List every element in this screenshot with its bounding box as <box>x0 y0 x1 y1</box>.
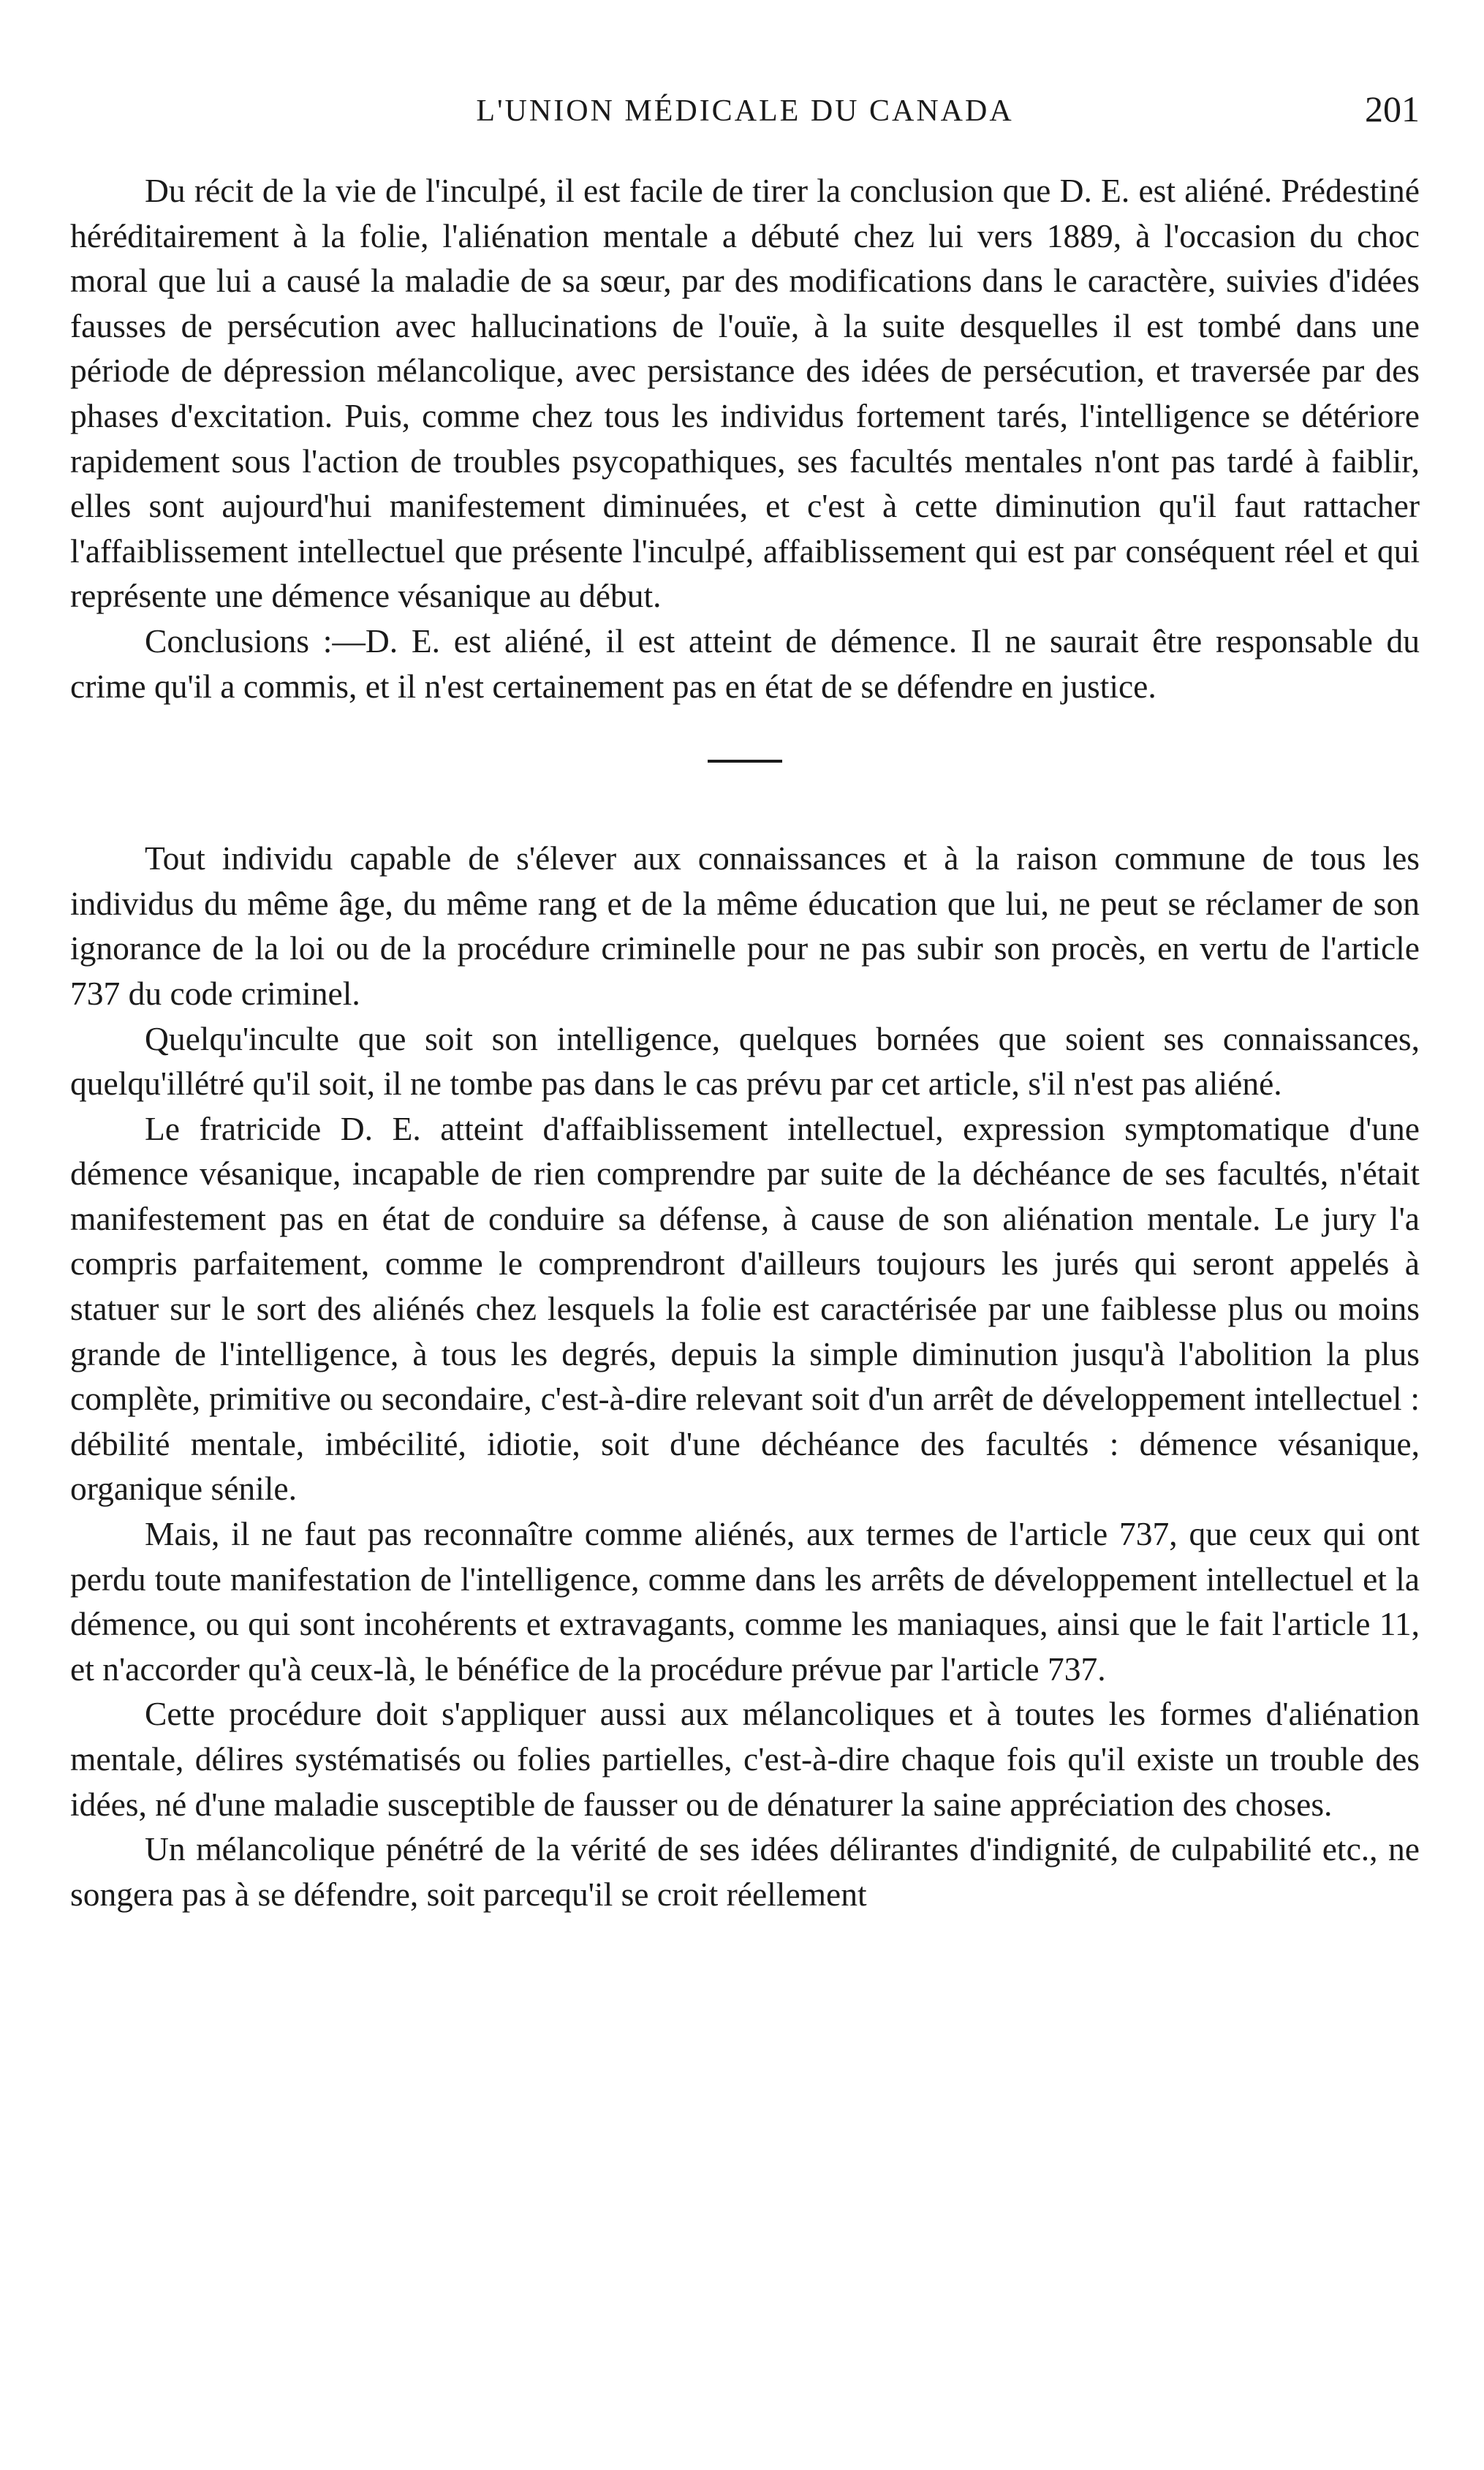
paragraph: Conclusions :—D. E. est aliéné, il est atteint de démence. Il ne saurait être responsable du crime qu'il a commis, et il n'est certainement pas en état de se défendre en justice. <box>70 622 1420 705</box>
journal-page <box>70 88 1420 1916</box>
paragraph: Tout individu capable de s'élever aux connaissances et à la raison commune de tous les individus du même âge, du même rang et de la même éducation que lui, ne peut se réclamer de son ignorance de la loi ou de la procédure criminelle pour ne pas subir son procès, en vertu de l'article 737 du code criminel. <box>70 839 1420 1012</box>
page-number: 201 <box>1365 88 1420 129</box>
paragraph: Cette procédure doit s'appliquer aussi aux mélancoliques et à toutes les formes d'aliénation mentale, délires systématisés ou folies partielles, c'est-à-dire chaque fois qu'il existe un trouble des idées, né d'une maladie susceptible de fausser ou de dénaturer la saine appréciation des choses. <box>70 1695 1420 1823</box>
paragraph: Mais, il ne faut pas reconnaître comme aliénés, aux termes de l'article 737, que ceux qui ont perdu toute manifestation de l'intelligence, comme dans les arrêts de développement intellectuel et la démence, ou qui sont incohérents et extravagants, comme les maniaques, ainsi que le fait l'article 11, et n'accorder qu'à ceux-là, le bénéfice de la procédure prévue par l'article 737. <box>70 1515 1420 1688</box>
conclusion-section <box>70 168 1420 709</box>
paragraph: Un mélancolique pénétré de la vérité de ses idées délirantes d'indignité, de culpabilité etc., ne songera pas à se défendre, soit parcequ'il se croit réellement <box>70 1830 1420 1913</box>
discussion-section <box>70 836 1420 1916</box>
running-title: L'UNION MÉDICALE DU CANADA <box>476 94 1014 128</box>
paragraph: Quelqu'inculte que soit son intelligence, quelques bornées que soient ses connaissances, quelqu'illétré qu'il soit, il ne tombe pas dans le cas prévu par cet article, s'il n'est pas aliéné. <box>70 1019 1420 1103</box>
paragraph: Du récit de la vie de l'inculpé, il est facile de tirer la conclusion que D. E. est aliéné. Prédestiné héréditairement à la folie, l'aliénation mentale a débuté chez lui vers 1889, à l'occasion du choc moral que lui a causé la maladie de sa sœur, par des modifications dans le caractère, suivies d'idées fausses de persécution avec hallucinations de l'ouïe, à la suite desquelles il est tombé dans une période de dépression mélancolique, avec persistance des idées de persécution, et traversée par des phases d'excitation. Puis, comme chez tous les individus fortement tarés, l'intelligence se détériore rapidement sous l'action de troubles psycopathiques, ses facultés mentales n'ont pas tardé à faiblir, elles sont aujourd'hui manifestement diminuées, et c'est à cette diminution qu'il faut rattacher l'affaiblissement intellectuel que présente l'inculpé, affaiblissement qui est par conséquent réel et qui représente une démence vésanique au début. <box>70 172 1420 615</box>
section-divider <box>708 760 782 763</box>
paragraph: Le fratricide D. E. atteint d'affaiblissement intellectuel, expression symptomatique d'une démence vésanique, incapable de rien comprendre par suite de la déchéance de ses facultés, n'était manifestement pas en état de conduire sa défense, à cause de son aliénation mentale. Le jury l'a compris parfaitement, comme le comprendront d'ailleurs toujours les jurés qui seront appelés à statuer sur le sort des aliénés chez lesquels la folie est caractérisée par une faiblesse plus ou moins grande de l'intelligence, à tous les degrés, depuis la simple diminution jusqu'à l'abolition la plus complète, primitive ou secondaire, c'est-à-dire relevant soit d'un arrêt de développement intellectuel : débilité mentale, imbécilité, idiotie, soit d'une déchéance des facultés : démence vésanique, organique sénile. <box>70 1109 1420 1508</box>
running-header <box>70 88 1420 154</box>
